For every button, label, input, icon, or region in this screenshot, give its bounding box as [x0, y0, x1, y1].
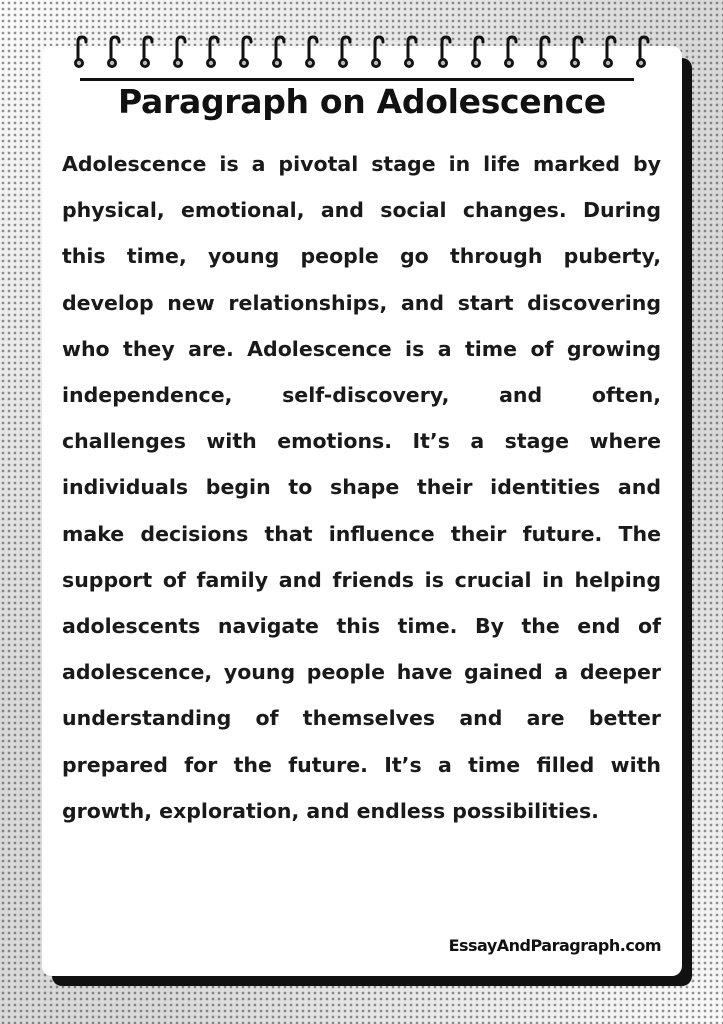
page-title: Paragraph on Adolescence	[118, 82, 606, 121]
notepad-spiral-ring-icon	[237, 34, 255, 70]
notepad-spiral-ring-icon	[72, 34, 90, 70]
notepad-spiral-ring-icon	[535, 34, 553, 70]
spiral-binding	[72, 34, 652, 70]
notepad-spiral-ring-icon	[138, 34, 156, 70]
notepad-spiral-ring-icon	[171, 34, 189, 70]
notepad-spiral-ring-icon	[568, 34, 586, 70]
notepad-spiral-ring-icon	[270, 34, 288, 70]
notepad-spiral-ring-icon	[436, 34, 454, 70]
notepad-spiral-ring-icon	[601, 34, 619, 70]
notepad-spiral-ring-icon	[469, 34, 487, 70]
notepad-spiral-ring-icon	[634, 34, 652, 70]
notepad-spiral-ring-icon	[303, 34, 321, 70]
notepad-spiral-ring-icon	[502, 34, 520, 70]
paragraph-body: Adolescence is a pivotal stage in life marked by physical, emotional, and social changes. During this time, young people go through puberty, develop new relationships, and start discovering who they are. Adolescence is a time of growing independence, self-discovery, and often, challenges with emotions. It’s a stage where individuals begin to shape their identities and make decisions that influence their future. The support of family and friends is crucial in helping adolescents navigate this time. By the end of adolescence, young people have gained a deeper understanding of themselves and are better prepared for the future. It’s a time filled with growth, exploration, and endless possibilities.	[62, 152, 661, 823]
site-credit: EssayAndParagraph.com	[448, 936, 661, 955]
notepad-spiral-ring-icon	[402, 34, 420, 70]
title-rule	[80, 78, 634, 81]
notepad-spiral-ring-icon	[204, 34, 222, 70]
notepad-spiral-ring-icon	[105, 34, 123, 70]
notepad-spiral-ring-icon	[369, 34, 387, 70]
notepad-spiral-ring-icon	[336, 34, 354, 70]
